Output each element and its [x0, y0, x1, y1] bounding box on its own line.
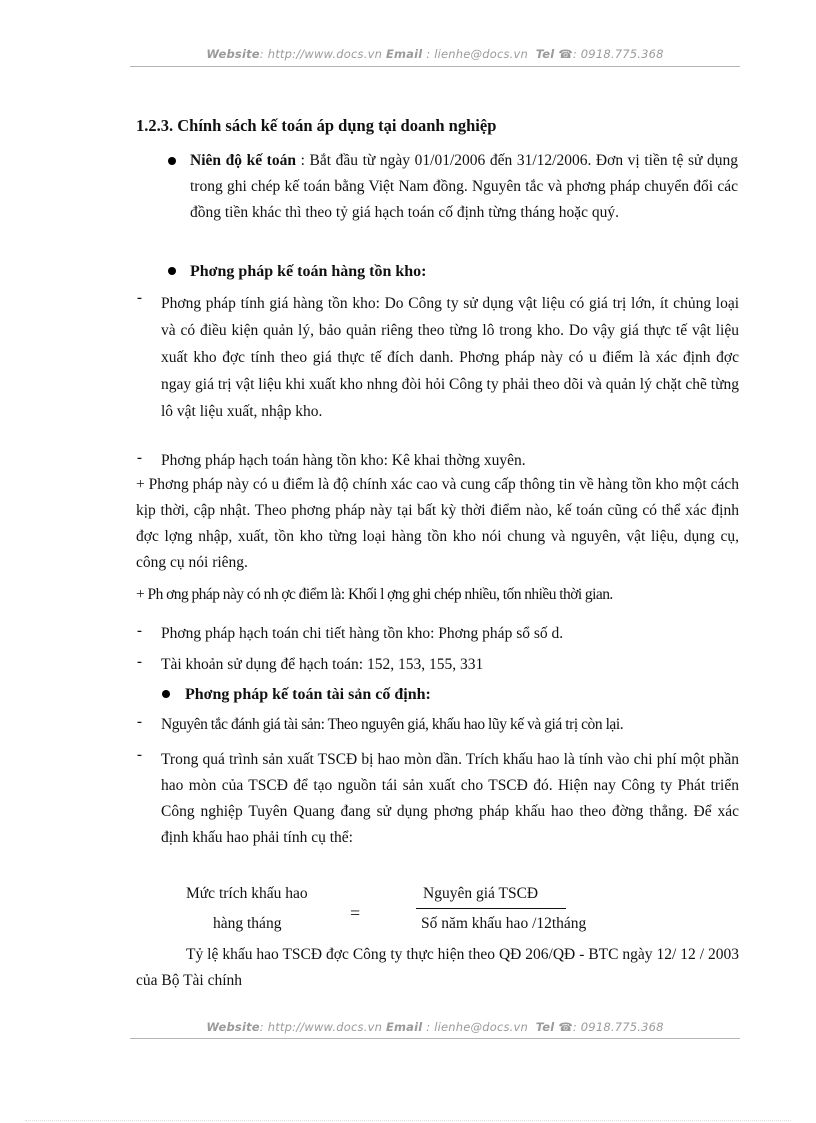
formula-equals: =	[350, 903, 361, 923]
bullet-icon	[168, 157, 176, 165]
heading-tscd: Phơng pháp kế toán tài sản cố định:	[185, 686, 431, 703]
dash-icon: -	[137, 623, 142, 639]
paragraph-hach-toan: Phơng pháp hạch toán hàng tồn kho: Kê khai thờng xuyên.	[161, 452, 526, 469]
footer-tel-value: : 0918.775.368	[572, 1020, 664, 1034]
footer-email-value: : lienhe@docs.vn	[426, 1020, 529, 1034]
dash-icon: -	[137, 714, 142, 730]
nien-do-label: Niên độ kế toán	[190, 152, 296, 169]
page-edge-dotted-line	[25, 1120, 791, 1121]
header-tel-value: : 0918.775.368	[572, 47, 664, 61]
paragraph-nien-do	[190, 148, 738, 226]
footer-rule	[130, 1038, 740, 1039]
paragraph-nhuoc-diem: + Ph ơng pháp này có nh ợc điểm là: Khối l ợng ghi chép nhiều, tốn nhiều thời gian.	[136, 586, 613, 603]
paragraph-nguyen-tac: Nguyên tắc đánh giá tài sản: Theo nguyên giá, khấu hao lũy kế và giá trị còn lại.	[161, 716, 624, 733]
page-footer	[130, 1020, 740, 1034]
header-website-label: Website	[206, 47, 260, 61]
dash-icon: -	[137, 654, 142, 670]
header-website-value: : http://www.docs.vn	[259, 47, 383, 61]
footer-website-value: : http://www.docs.vn	[259, 1020, 383, 1034]
page-header	[130, 47, 740, 61]
header-email-value: : lienhe@docs.vn	[426, 47, 529, 61]
bullet-icon	[162, 690, 170, 698]
fraction-line	[416, 908, 566, 909]
bullet-icon	[168, 267, 176, 275]
paragraph-tinh-gia: Phơng pháp tính giá hàng tồn kho: Do Công ty sử dụng vật liệu có giá trị lớn, ít chủng loại và có điều kiện quản lý, bảo quản riêng theo từng lô trong kho. Do vậy giá thực tế vật liệu xuất kho đợc tính theo giá thực tế đích danh. Phơng pháp này có u điểm là xác định đợc ngay giá trị vật liệu khi xuất kho nhng đòi hỏi Công ty phải theo dõi và quản lý chặt chẽ từng lô vật liệu xuất, nhập kho.	[161, 295, 739, 420]
paragraph-khau-hao: Trong quá trình sản xuất TSCĐ bị hao mòn dần. Trích khấu hao là tính vào chi phí một phần hao mòn của TSCĐ để tạo nguồn tái sản xuất cho TSCĐ đó. Hiện nay Công ty Phát triển Công nghiệp Tuyên Quang đang sử dụng phơng pháp khấu hao theo đờng thẳng. Để xác định khấu hao phải tính cụ thể:	[161, 751, 739, 846]
formula-left-top: Mức trích khấu hao	[186, 885, 308, 902]
paragraph-uu-diem: + Phơng pháp này có u điểm là độ chính xác cao và cung cấp thông tin về hàng tồn kho một cách kịp thời, cập nhật. Theo phơng pháp này tại bất kỳ thời điểm nào, kế toán cũng có thể xác định đợc lợng nhập, xuất, tồn kho từng loại hàng tồn kho nói chung và nguyên, vật liệu, dụng cụ, công cụ nói riêng.	[136, 476, 739, 571]
nien-do-text: : Bắt đầu từ ngày 01/01/2006 đến 31/12/2006. Đơn vị tiền tệ sử dụng trong ghi chép kế toán bằng Việt Nam đồng. Nguyên tắc và phơng pháp chuyển đổi các đồng tiền khác thì theo tỷ giá hạch toán cố định từng tháng hoặc quý.	[190, 152, 738, 221]
phone-icon: ☎	[558, 1020, 573, 1034]
phone-icon: ☎	[558, 47, 573, 61]
footer-email-label: Email	[385, 1020, 423, 1034]
formula-left-bottom: hàng tháng	[213, 915, 282, 932]
footer-website-label: Website	[206, 1020, 260, 1034]
heading-hang-ton-kho: Phơng pháp kế toán hàng tồn kho:	[190, 263, 427, 280]
paragraph-ty-le: Tỷ lệ khấu hao TSCĐ đợc Công ty thực hiện theo QĐ 206/QĐ - BTC ngày 12/ 12 / 2003 của Bộ Tài chính	[136, 946, 739, 989]
dash-icon: -	[137, 747, 142, 763]
dash-icon: -	[137, 450, 142, 466]
paragraph-tai-khoan: Tài khoản sử dụng để hạch toán: 152, 153, 155, 331	[161, 656, 484, 673]
paragraph-chi-tiet: Phơng pháp hạch toán chi tiết hàng tồn kho: Phơng pháp sổ số d.	[161, 625, 564, 642]
footer-tel-label: Tel	[535, 1020, 555, 1034]
formula-denominator: Số năm khấu hao /12tháng	[421, 915, 587, 932]
header-email-label: Email	[385, 47, 423, 61]
dash-icon: -	[137, 290, 142, 306]
formula-numerator: Nguyên giá TSCĐ	[423, 885, 539, 902]
section-title: 1.2.3. Chính sách kế toán áp dụng tại doanh nghiệp	[136, 116, 497, 135]
header-rule	[130, 66, 740, 67]
header-tel-label: Tel	[535, 47, 555, 61]
